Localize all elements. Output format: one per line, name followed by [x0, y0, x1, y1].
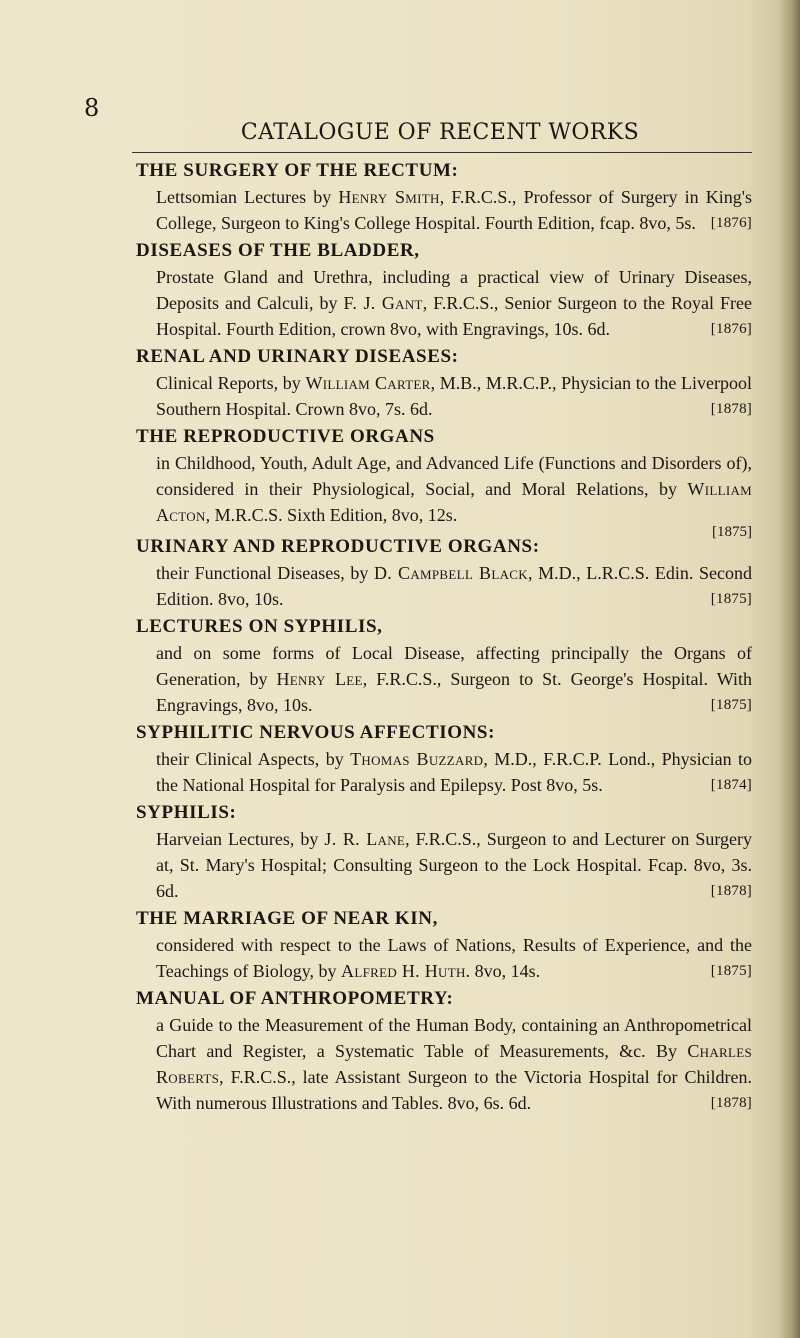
entry-text: their Functional Diseases, by: [156, 563, 374, 583]
catalogue-entry: [136, 720, 754, 798]
entry-date: [1878]: [710, 1095, 752, 1111]
catalogue-entry: [136, 614, 754, 718]
entry-date: [1875]: [710, 963, 752, 979]
entry-date: [1878]: [710, 883, 752, 899]
entry-text: Clinical Reports, by: [156, 373, 306, 393]
page-edge-shadow: [778, 0, 800, 1338]
entry-text: , M.R.C.S. Sixth Edition, 8vo, 12s.: [205, 505, 458, 525]
entry-date: [1874]: [710, 777, 752, 793]
entry-text: Harveian Lectures, by: [156, 829, 325, 849]
entry-text: and on some forms of Local Disease, affecting principally the Organs of Generation, by: [156, 643, 752, 689]
entry-title: RENAL AND URINARY DISEASES:: [136, 346, 459, 367]
entry-description: [156, 560, 754, 612]
entry-description: [156, 1012, 754, 1116]
entry-date: [1876]: [710, 321, 752, 337]
entry-author: Alfred H. Huth: [341, 961, 466, 981]
catalogue-entry: [136, 986, 754, 1116]
entry-description: [156, 746, 754, 798]
entry-title: SYPHILIS:: [136, 802, 237, 823]
entry-title: DISEASES OF THE BLADDER,: [136, 240, 420, 261]
entry-title: THE MARRIAGE OF NEAR KIN,: [136, 908, 438, 929]
entry-text: , F.R.C.S., late Assistant Surgeon to the Victoria Hospital for Children. With numerous Illustrations and Tables. 8vo, 6s. 6d.: [156, 1067, 752, 1113]
entry-description: [156, 264, 754, 342]
entry-text: their Clinical Aspects, by: [156, 749, 351, 769]
entry-text: in Childhood, Youth, Adult Age, and Advanced Life (Functions and Disorders of), considered in their Physiological, Social, and Moral Relations, by: [156, 453, 752, 499]
entry-date: [1875]: [710, 591, 752, 607]
entry-text: Lettsomian Lectures by: [156, 187, 339, 207]
entry-description: [156, 640, 754, 718]
entry-description: [156, 826, 754, 904]
entry-text: , F.R.C.S., Surgeon to and Lecturer on Surgery at, St. Mary's Hospital; Consulting Surgeon to the Lock Hospital. Fcap. 8vo, 3s. 6d.: [156, 829, 752, 901]
entry-text: considered with respect to the Laws of Nations, Results of Experience, and the Teachings of Biology, by: [156, 935, 752, 981]
entry-text: , F.R.C.S., Surgeon to St. George's Hospital. With Engravings, 8vo, 10s.: [156, 669, 752, 715]
entry-date: [1878]: [710, 401, 752, 417]
entry-author: William Carter: [305, 373, 431, 393]
catalogue-entry: [136, 906, 754, 984]
entry-description: [156, 932, 754, 984]
entry-author: William Acton: [156, 479, 752, 525]
entry-author: Charles Roberts: [156, 1041, 752, 1087]
page-number: 8: [84, 94, 100, 122]
entry-description: [156, 370, 754, 422]
entry-date: [1876]: [710, 215, 752, 231]
entry-title: URINARY AND REPRODUCTIVE ORGANS:: [136, 536, 540, 557]
catalogue-entry: [136, 800, 754, 904]
catalogue-entry: [136, 158, 754, 236]
running-head: CATALOGUE OF RECENT WORKS: [240, 120, 640, 145]
header-rule: [132, 152, 752, 153]
entry-title: THE REPRODUCTIVE ORGANS: [136, 426, 435, 447]
entry-author: Henry Smith: [338, 187, 440, 207]
catalogue-entry: [136, 424, 754, 540]
entry-date: [1875]: [710, 697, 752, 713]
catalogue-entries: [136, 158, 754, 1118]
entry-title: MANUAL OF ANTHROPOMETRY:: [136, 988, 454, 1009]
entry-author: Thomas Buzzard: [350, 749, 484, 769]
catalogue-entry: [136, 238, 754, 342]
entry-description: [156, 450, 754, 540]
entry-author: J. R. Lane: [324, 829, 406, 849]
entry-text: , M.B., M.R.C.P., Physician to the Liverpool Southern Hospital. Crown 8vo, 7s. 6d.: [156, 373, 753, 419]
entry-date: [1875]: [712, 524, 752, 540]
entry-text: , F.R.C.S., Senior Surgeon to the Royal Free Hospital. Fourth Edition, crown 8vo, with Engravings, 10s. 6d.: [156, 293, 752, 339]
entry-text: . 8vo, 14s.: [465, 961, 541, 981]
entry-text: , F.R.C.S., Professor of Surgery in King's College, Surgeon to King's College Hospital. Fourth Edition, fcap. 8vo, 5s.: [156, 187, 752, 233]
entry-text: Prostate Gland and Urethra, including a practical view of Urinary Diseases, Deposits and Calculi, by: [156, 267, 752, 313]
entry-description: [156, 184, 754, 236]
entry-author: Henry Lee: [276, 669, 363, 689]
catalogue-entry: [136, 344, 754, 422]
entry-author: D. Campbell Black: [374, 563, 528, 583]
entry-title: SYPHILITIC NERVOUS AFFECTIONS:: [136, 722, 496, 743]
entry-title: THE SURGERY OF THE RECTUM:: [136, 160, 459, 181]
catalogue-entry: [136, 534, 754, 612]
entry-text: a Guide to the Measurement of the Human Body, containing an Anthropometrical Chart and Register, a Systematic Table of Measurements, &c. By: [156, 1015, 752, 1061]
entry-title: LECTURES ON SYPHILIS,: [136, 616, 383, 637]
entry-text: , M.D., F.R.C.P. Lond., Physician to the National Hospital for Paralysis and Epilepsy. Post 8vo, 5s.: [156, 749, 752, 795]
entry-text: , M.D., L.R.C.S. Edin. Second Edition. 8vo, 10s.: [156, 563, 752, 609]
entry-author: F. J. Gant: [343, 293, 423, 313]
